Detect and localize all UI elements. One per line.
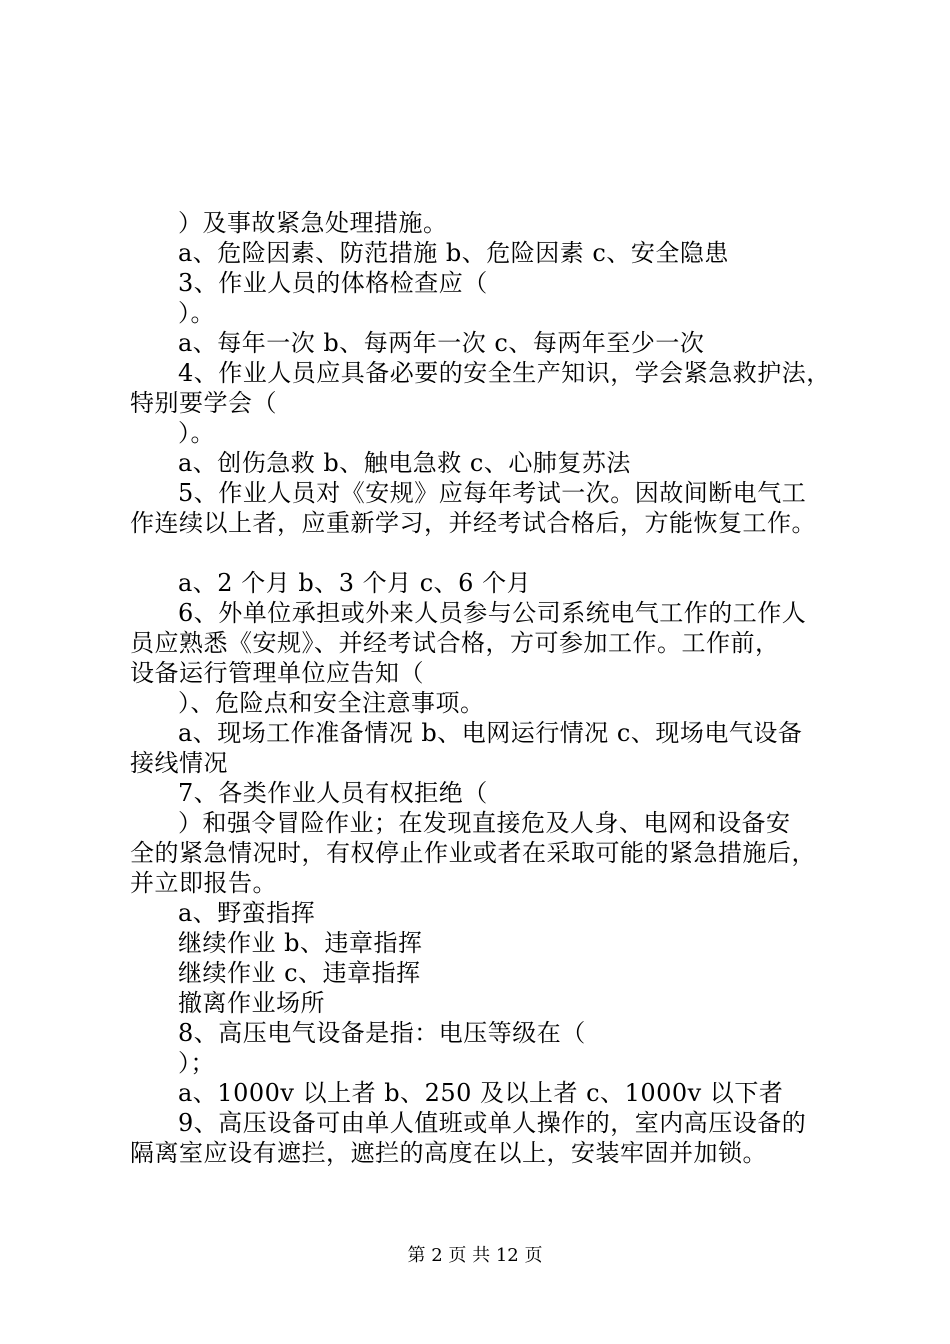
- text-line: a、1000v 以上者 b、250 及以上者 c、1000v 以下者: [178, 1079, 784, 1107]
- text-line: a、每年一次 b、每两年一次 c、每两年至少一次: [178, 329, 705, 357]
- text-line: a、现场工作准备情况 b、电网运行情况 c、现场电气设备: [178, 719, 803, 747]
- text-line: ）和强令冒险作业；在发现直接危及人身、电网和设备安: [178, 809, 791, 837]
- text-line: ）；: [178, 1049, 215, 1077]
- text-line: 撤离作业场所: [178, 989, 325, 1017]
- text-line: 接线情况: [130, 749, 228, 777]
- text-line: 并立即报告。: [130, 869, 277, 897]
- text-line: 6、外单位承担或外来人员参与公司系统电气工作的工作人: [178, 599, 807, 627]
- text-line: a、创伤急救 b、触电急救 c、心肺复苏法: [178, 449, 631, 477]
- text-line: 4、作业人员应具备必要的安全生产知识，学会紧急救护法，: [178, 359, 831, 387]
- blank-line: [130, 538, 850, 568]
- text-line: a、2 个月 b、3 个月 c、6 个月: [178, 569, 532, 597]
- text-line: ）及事故紧急处理措施。: [178, 209, 448, 237]
- text-line: 隔离室应设有遮拦，遮拦的高度在以上，安装牢固并加锁。: [130, 1139, 767, 1167]
- page-number-label: 第 2 页 共 12 页: [407, 1245, 543, 1266]
- text-line: ）、危险点和安全注意事项。: [178, 689, 485, 717]
- text-line: 继续作业 c、违章指挥: [178, 959, 421, 987]
- text-line: 7、各类作业人员有权拒绝（: [178, 779, 488, 807]
- text-line: 3、作业人员的体格检查应（: [178, 269, 488, 297]
- text-line: 全的紧急情况时，有权停止作业或者在采取可能的紧急措施后，: [130, 839, 816, 867]
- text-line: 8、高压电气设备是指：电压等级在（: [178, 1019, 586, 1047]
- text-line: 员应熟悉《安规》、并经考试合格，方可参加工作。工作前，: [130, 629, 780, 657]
- text-line: 5、作业人员对《安规》应每年考试一次。因故间断电气工: [178, 479, 807, 507]
- text-line: 特别要学会（: [130, 389, 277, 417]
- text-line: 继续作业 b、违章指挥: [178, 929, 423, 957]
- text-line: 作连续以上者，应重新学习，并经考试合格后，方能恢复工作。: [130, 509, 816, 537]
- document-body: [130, 208, 850, 1168]
- text-line: ）。: [178, 419, 215, 447]
- text-line: a、野蛮指挥: [178, 899, 316, 927]
- text-line: ）。: [178, 299, 215, 327]
- text-line: 9、高压设备可由单人值班或单人操作的，室内高压设备的: [178, 1109, 807, 1137]
- page-footer: [0, 1244, 950, 1268]
- text-line: 设备运行管理单位应告知（: [130, 659, 424, 687]
- text-line: a、危险因素、防范措施 b、危险因素 c、安全隐患: [178, 239, 729, 267]
